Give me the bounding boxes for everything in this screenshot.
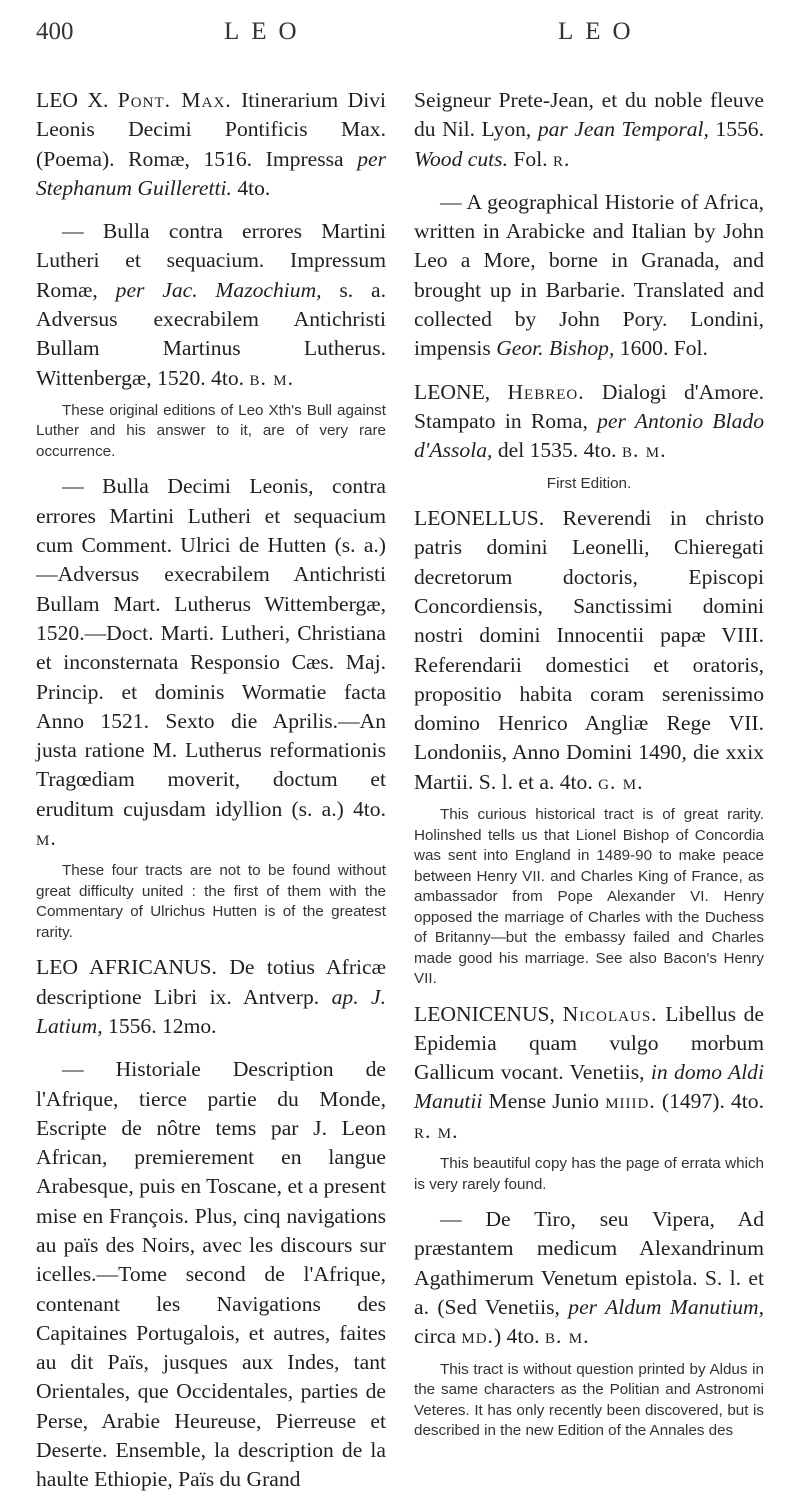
binding-mark: b. m.: [249, 365, 295, 390]
note: These original editions of Leo Xth's Bull against Luther and his answer to it, are of very rare occurrence.: [36, 401, 386, 460]
entry-bulla-contra: [36, 217, 386, 393]
binding-mark: r. m.: [414, 1118, 459, 1143]
entry-leonellus: [414, 504, 764, 797]
printer-name: per Aldum Manutium,: [568, 1294, 764, 1319]
note: This tract is without question printed by Aldus in the same characters as the Politian and Astronomi Veteres. It has only recently been discovered, but is described in the new Edition of the Annales des: [414, 1360, 764, 1439]
entry-text: — De Tiro, seu Vipera, Ad præstantem medicum Alexandrinum Agathimerum Venetum epistola. S. l. et a. (Sed Venetiis,: [414, 1207, 764, 1319]
entry-leone-hebreo: [414, 378, 764, 466]
entry-text: — Bulla Decimi Leonis, contra errores Martini Lutheri et sequacium cum Comment. Ulrici de Hutten (s. a.)—Adversus execrabilem Antichristi Bullam Mart. Lutherus Wittembergæ, 1520.—Doct. Marti. Lutheri, Christiana et inconsternata Responsio Cæs. Maj. Princip. et dominis Wormatie facta Anno 1521. Sexto die Aprilis.—An justa ratione M. Lutherus reformationis Tragœdiam moverit, doctum et eruditum cujusdam idyllion (s. a.) 4to.: [36, 474, 386, 821]
entry-heading: LEONE,: [414, 379, 491, 404]
entry-heading: LEONELLUS.: [414, 506, 545, 531]
printer-name: ap. J. Latium,: [36, 984, 386, 1038]
running-head-left: LEO: [224, 18, 309, 45]
entry-subheading: Pont. Max.: [117, 88, 232, 112]
entry-text: — Historiale Description de l'Afrique, tierce partie du Monde, Escripte de nôtre tems par J. Leon African, premierement en langue Arabesque, puis en Toscane, et a present mise en François. Plus, cinq navigations au païs des Noirs, avec les discours sur icelles.—Tome second de l'Afrique, contenant les Navigations des Capitaines Portugalois, et autres, faites au dit Païs, jusques aux Indes, tant Orientales, que Occidentales, parties de Perse, Arabie Heureuse, Pierreuse et Deserte. Ensemble, la description de la haulte Ethiopie, Païs du Grand: [36, 1057, 386, 1492]
entry-historiale: [36, 1055, 386, 1494]
entry-text: s. a. Adversus execrabilem Antichristi Bullam Martinus Lutherus. Wittenbergæ, 1520. 4to.: [36, 277, 387, 390]
note: This beautiful copy has the page of errata which is very rarely found.: [414, 1155, 764, 1193]
right-column: [414, 86, 764, 1452]
entry-text: Seigneur Prete-Jean, et du noble fleuve du Nil. Lyon,: [414, 88, 764, 142]
page-number: 400: [36, 18, 74, 45]
entry-text: Reverendi in christo patris domini Leonelli, Chieregati decretorum doctoris, Episcopi Concordiensis, Sanctissimi domini nostri domini Innocentii papæ VIII. Referendarii domestici et oratoris, propositio habita coram serenissimo domino Henrico Angliæ Rege VII. Londoniis, Anno Domini 1490, die xxix Martii. S. l. et a. 4to.: [414, 506, 764, 794]
entry-format: (1497). 4to.: [661, 1089, 764, 1114]
printer-name: per Stephanum Guilleretti.: [36, 146, 386, 200]
binding-mark: g. m.: [598, 769, 644, 794]
entry-heading: LEONICENUS,: [414, 1001, 555, 1026]
entry-text: — A geographical Historie of Africa, written in Arabicke and Italian by John Leo a More, borne in Granada, and brought up in Barbarie. Translated and collected by John Pory. Londini, impensis: [414, 189, 764, 361]
entry-text: — Bulla contra errores Martini Lutheri et sequacium. Impressum Romæ,: [36, 219, 386, 302]
entry-format: 1556. 12mo.: [108, 1013, 217, 1038]
roman-year: md.: [461, 1324, 494, 1349]
entry-format: del 1535. 4to.: [497, 438, 617, 463]
entry-subheading: Nicolaus.: [562, 1001, 658, 1026]
entry-text: Mense Junio: [488, 1089, 600, 1114]
entry-text: 1556.: [715, 117, 764, 142]
entry-format: ) 4to.: [493, 1324, 540, 1349]
entry-format: 4to.: [237, 175, 271, 200]
printer-name: par Jean Temporal,: [537, 117, 709, 142]
printer-name: in domo Aldi Manutii: [414, 1060, 764, 1114]
entry-text: Libellus de Epidemia quam vulgo morbum Gallicum vocant. Venetiis,: [414, 1001, 764, 1085]
entry-historiale-continued: [414, 86, 764, 174]
entry-geographical-historie: [414, 188, 764, 364]
entry-subheading: Hebreo.: [507, 379, 585, 404]
entry-format: 1600. Fol.: [619, 336, 708, 361]
binding-mark: m.: [36, 826, 57, 851]
first-edition-note: First Edition.: [546, 474, 632, 492]
running-head-right: LEO: [558, 18, 643, 45]
note: This curious historical tract is of great rarity. Holinshed tells us that Lionel Bishop of Concordia was sent into England in 1489-90 to make peace between Henry VII. and Charles King of France, as ambassador from Pope Alexander VI. Henry opposed the marriage of Charles with the Duchess of Britanny—but the embassy failed and Charles made good his marriage. See also Bacon's Henry VII.: [414, 806, 764, 988]
wood-cuts-note: Wood cuts.: [414, 146, 508, 171]
entry-bulla-decimi: [36, 472, 386, 853]
entry-text: Itinerarium Divi Leonis Decimi Pontificis Max. (Poema). Romæ, 1516. Impressa: [36, 88, 387, 171]
entry-format: Fol.: [513, 146, 548, 171]
binding-mark: r.: [553, 146, 571, 171]
printer-name: per Antonio Blado d'Assola,: [414, 408, 764, 463]
entry-text: De totius Africæ descriptione Libri ix. Antverp.: [36, 955, 386, 1009]
printer-name: Geor. Bishop,: [496, 336, 615, 361]
entry-leonicenus: [414, 1000, 764, 1146]
entry-de-tiro: [414, 1205, 764, 1351]
entry-leo-africanus: [36, 953, 386, 1041]
left-column: [36, 86, 386, 1495]
entry-leo-x-itinerarium: [36, 86, 386, 203]
binding-mark: b. m.: [621, 438, 667, 463]
entry-text: circa: [414, 1324, 456, 1349]
binding-mark: b. m.: [544, 1324, 590, 1349]
printer-name: per Jac. Mazochium,: [115, 277, 322, 302]
entry-heading: LEO X.: [36, 88, 109, 112]
roman-year: miiid.: [605, 1089, 656, 1114]
note: These four tracts are not to be found without great difficulty united : the first of them with the Commentary of Ulrichus Hutten is of the greatest rarity.: [36, 862, 386, 941]
entry-text: Dialogi d'Amore. Stampato in Roma,: [414, 379, 764, 433]
running-header: [0, 18, 800, 58]
entry-heading: LEO AFRICANUS.: [36, 955, 217, 980]
